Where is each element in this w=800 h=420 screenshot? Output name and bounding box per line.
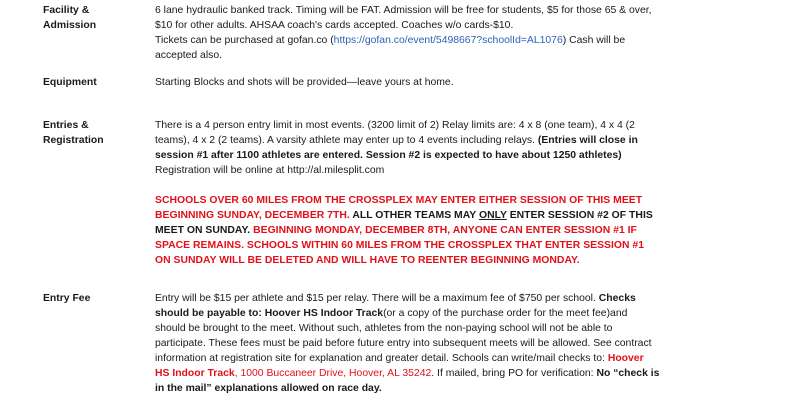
fee-text <box>155 291 660 396</box>
fee-payable: Checks should be payable to: Hoover HS Indoor Track <box>155 293 636 319</box>
facility-label-line2: Admission <box>43 20 97 31</box>
entries-label-line2: Registration <box>43 135 104 146</box>
facility-text: 6 lane hydraulic banked track. Timing will be FAT. Admission will be free for students, $5 for those 65 & over, $10 for other adults. AHSAA coach's cards accepted. Coaches w/o cards-$10. <box>155 5 652 31</box>
fee-mail-note: . If mailed, bring PO for verification: <box>431 368 597 379</box>
tickets-intro: Tickets can be purchased at gofan.co ( <box>155 35 334 46</box>
fee-details: (or a copy of the purchase order for the meet fee)and should be brought to the meet. Without such, athletes from the non-paying school will not be able to participate. These fees must be paid before future entry into subsequent meets will be allowed. See contract information at registration site for explanation and greater detail. Schools can write/mail checks to: <box>155 308 652 364</box>
equipment-label: Equipment <box>43 77 97 88</box>
entries-registration: Registration will be online at http://al.milesplit.com <box>155 165 385 176</box>
notice-red-2: BEGINNING MONDAY, DECEMBER 8TH, ANYONE CAN ENTER SESSION #1 IF SPACE REMAINS. SCHOOLS WITHIN 60 MILES FROM THE CROSSPLEX THAT ENTER SESSION #1 ON SUNDAY WILL BE DELETED AND WILL HAVE TO REENTER BEGINNING MONDAY. <box>155 225 645 266</box>
equipment-text: Starting Blocks and shots will be provided—leave yours at home. <box>155 77 454 88</box>
tickets-cash: ) Cash will be accepted also. <box>155 35 626 61</box>
entries-label-line1: Entries & <box>43 120 89 131</box>
fee-payee: Hoover HS Indoor Track <box>155 353 644 379</box>
entries-session-note: (Entries will close in session #1 after 1100 athletes are entered. Session #2 is expected to have about 1250 athletes) <box>155 135 638 161</box>
fee-content <box>155 291 660 396</box>
entries-label <box>43 118 143 148</box>
entries-text <box>155 118 660 178</box>
gofan-link[interactable]: https://gofan.co/event/5498667?schoolId=AL1076 <box>333 35 563 46</box>
entries-limits: There is a 4 person entry limit in most events. (3200 limit of 2) Relay limits are: 4 x 8 (one team), 4 x 4 (2 teams), 4 x 2 (2 teams). A varsity athlete may enter up to 4 events including relays. <box>155 120 635 146</box>
facility-label <box>43 3 143 33</box>
fee-address: , 1000 Buccaneer Drive, Hoover, AL 35242 <box>234 368 432 379</box>
facility-content <box>155 3 660 63</box>
notice-black-1: ALL OTHER TEAMS MAY <box>349 210 479 221</box>
tickets-text <box>155 33 660 63</box>
notice-only: ONLY <box>478 210 507 221</box>
fee-warning: No “check is in the mail” explanations allowed on race day. <box>155 368 660 394</box>
notice-red-1: SCHOOLS OVER 60 MILES FROM THE CROSSPLEX MAY ENTER EITHER SESSION OF THIS MEET BEGINNING SUNDAY, DECEMBER 7TH. <box>155 195 643 221</box>
fee-intro: Entry will be $15 per athlete and $15 per relay. There will be a maximum fee of $750 per school. <box>155 293 596 304</box>
facility-label-line1: Facility & <box>43 5 90 16</box>
entries-content <box>155 118 660 268</box>
equipment-content <box>155 75 660 90</box>
fee-label: Entry Fee <box>43 293 91 304</box>
notice-black-2: ENTER SESSION #2 OF THIS MEET ON SUNDAY. <box>155 210 653 236</box>
entries-notice <box>155 193 660 268</box>
